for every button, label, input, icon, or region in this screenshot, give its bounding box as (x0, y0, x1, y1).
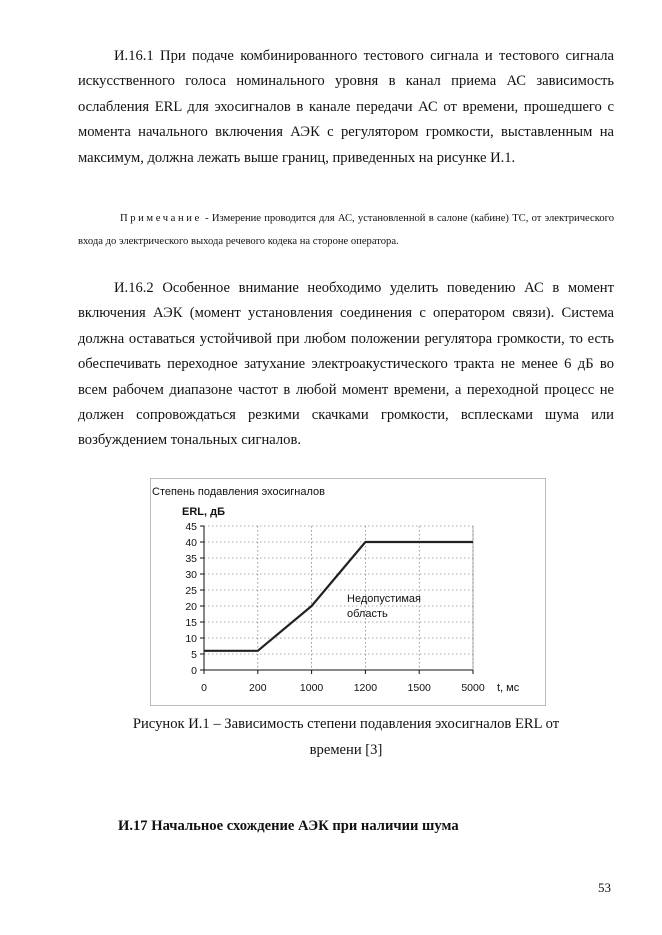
y-tick-label: 15 (185, 617, 197, 629)
page-number: 53 (598, 880, 611, 895)
x-tick-label: 1000 (299, 682, 324, 694)
x-tick-label: 0 (201, 682, 207, 694)
y-tick-label: 25 (185, 585, 197, 597)
x-tick-label: 5000 (461, 682, 485, 694)
y-tick-label: 40 (185, 537, 197, 549)
x-tick-label: 1200 (353, 682, 378, 694)
y-tick-label: 5 (191, 649, 197, 661)
figure-caption-line-2: времени [3] (309, 742, 383, 758)
y-tick-label: 20 (185, 601, 197, 613)
figure-caption-line-1: Рисунок И.1 – Зависимость степени подавления эхосигналов ERL от (132, 716, 560, 732)
y-axis-label: ERL, дБ (182, 506, 226, 518)
annotation-line-2: область (347, 608, 388, 620)
paragraph-i16-1: И.16.1 При подаче комбинированного тестового сигнала и тестового сигнала искусственного голоса номинального уровня в канал приема АС зависимость ослабления ERL для эхосигналов в канале передачи АС от времени, прошедшего с момента начального включения АЭК с регулятором громкости, выставленным на максимум, должна лежать выше границ, приведенных на рисунке И.1. (78, 48, 614, 166)
note-label: Примечание (120, 213, 202, 224)
x-tick-label: 200 (249, 682, 267, 694)
erl-chart (150, 478, 546, 706)
note-paragraph (78, 208, 614, 253)
y-tick-label: 45 (185, 521, 197, 533)
x-tick-label: 1500 (407, 682, 431, 694)
y-tick-label: 10 (185, 633, 197, 645)
section-heading-i17: И.17 Начальное схождение АЭК при наличии шума (118, 818, 459, 834)
note-text: - Измерение проводится для АС, установленной в салоне (кабине) ТС, от электрического входа до электрического выхода речевого кодека на стороне оператора. (78, 213, 614, 247)
y-tick-label: 35 (185, 553, 197, 565)
erl-chart-svg (150, 478, 546, 706)
annotation-line-1: Недопустимая (347, 593, 422, 605)
chart-title: Степень подавления эхосигналов (152, 486, 325, 498)
paragraph-i16-2: И.16.2 Особенное внимание необходимо уделить поведению АС в момент включения АЭК (момент установления соединения с оператором связи). Система должна оставаться устойчивой при любом положении регулятора громкости, то есть обеспечивать переходное затухание электроакустического тракта не менее 6 дБ во всем рабочем диапазоне частот в любой момент времени, а переходной процесс не должен сопровождаться резкими скачками громкости, всплесками шума или возбуждением тональных сигналов. (78, 280, 614, 449)
x-axis-label: t, мс (497, 682, 520, 694)
y-tick-label: 0 (191, 665, 197, 677)
y-tick-label: 30 (185, 569, 197, 581)
